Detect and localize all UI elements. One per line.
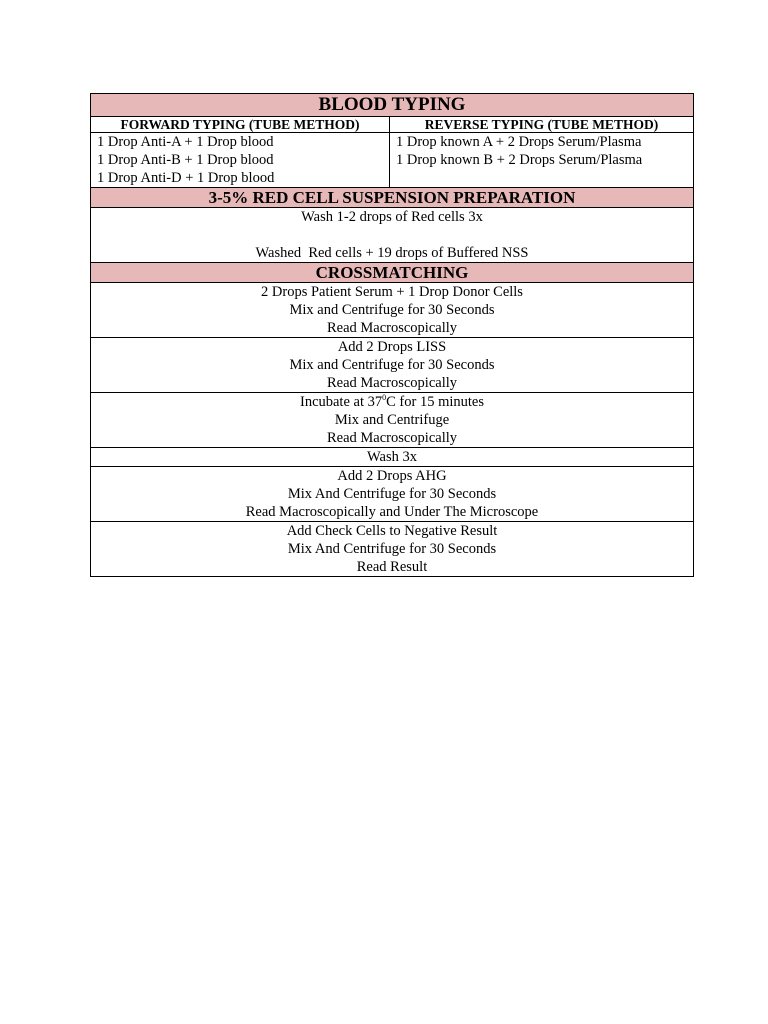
step-line: Add 2 Drops LISS — [337, 339, 447, 355]
crossmatch-step-row — [91, 448, 694, 467]
step-line: Read Result — [356, 559, 428, 575]
step-line: Read Macroscopically — [326, 375, 458, 391]
step-line: Add Check Cells to Negative Result — [286, 523, 498, 539]
reverse-typing-line: 1 Drop known A + 2 Drops Serum/Plasma — [396, 134, 642, 150]
blood-typing-title: BLOOD TYPING — [91, 94, 694, 117]
step-line: Mix and Centrifuge for 30 Seconds — [289, 302, 495, 318]
step-line: Mix and Centrifuge for 30 Seconds — [289, 357, 495, 373]
crossmatch-step-1 — [91, 283, 694, 338]
crossmatch-step-4: Wash 3x — [91, 448, 694, 467]
crossmatch-step-row — [91, 283, 694, 338]
crossmatching-header-row — [91, 263, 694, 283]
crossmatch-step-2 — [91, 338, 694, 393]
suspension-content-row — [91, 208, 694, 263]
crossmatch-step-6 — [91, 522, 694, 577]
suspension-title: 3-5% RED CELL SUSPENSION PREPARATION — [91, 188, 694, 208]
step-line: Mix and Centrifuge — [334, 412, 450, 428]
crossmatch-step-3 — [91, 393, 694, 448]
incubate-prefix: Incubate at 37 — [299, 394, 383, 410]
step-line: 2 Drops Patient Serum + 1 Drop Donor Cells — [261, 284, 523, 300]
suspension-cell — [91, 208, 694, 263]
step-line: Read Macroscopically — [326, 430, 458, 446]
reverse-typing-cell — [390, 133, 694, 188]
suspension-line: Wash 1-2 drops of Red cells 3x — [301, 209, 483, 225]
step-line: Read Macroscopically — [326, 320, 458, 336]
forward-typing-line: 1 Drop Anti-D + 1 Drop blood — [97, 170, 275, 186]
crossmatch-step-row — [91, 393, 694, 448]
incubate-suffix: C for 15 minutes — [386, 394, 484, 410]
typing-column-header-row — [91, 117, 694, 133]
reverse-typing-line: 1 Drop known B + 2 Drops Serum/Plasma — [396, 152, 643, 168]
blood-typing-header-row — [91, 94, 694, 117]
forward-typing-line: 1 Drop Anti-B + 1 Drop blood — [97, 152, 274, 168]
degree-mark: 0 — [382, 393, 387, 402]
step-line: Mix And Centrifuge for 30 Seconds — [287, 486, 497, 502]
blank-spacer — [91, 226, 693, 244]
step-line: Add 2 Drops AHG — [337, 468, 447, 484]
crossmatch-step-row — [91, 522, 694, 577]
typing-content-row — [91, 133, 694, 188]
incubate-line — [91, 393, 693, 411]
crossmatch-step-row — [91, 338, 694, 393]
forward-typing-header: FORWARD TYPING (TUBE METHOD) — [91, 117, 390, 133]
suspension-line: Washed Red cells + 19 drops of Buffered NSS — [255, 245, 529, 261]
blood-bank-procedure-table — [90, 93, 694, 577]
step-line: Mix And Centrifuge for 30 Seconds — [287, 541, 497, 557]
crossmatch-step-row — [91, 467, 694, 522]
forward-typing-line: 1 Drop Anti-A + 1 Drop blood — [97, 134, 274, 150]
crossmatching-title: CROSSMATCHING — [91, 263, 694, 283]
reverse-typing-header: REVERSE TYPING (TUBE METHOD) — [390, 117, 694, 133]
crossmatch-step-5 — [91, 467, 694, 522]
suspension-header-row — [91, 188, 694, 208]
step-line: Read Macroscopically and Under The Microscope — [245, 504, 539, 520]
forward-typing-cell — [91, 133, 390, 188]
